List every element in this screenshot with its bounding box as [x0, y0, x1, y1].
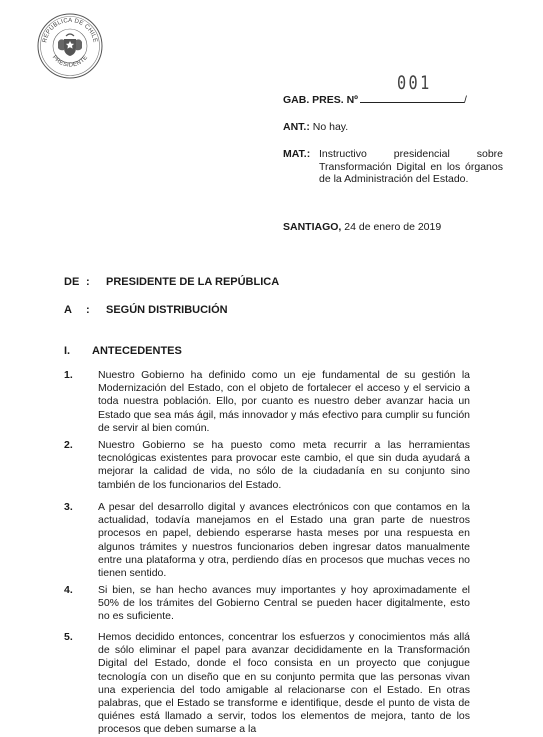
- a-value: SEGÚN DISTRIBUCIÓN: [106, 304, 228, 316]
- de-value: PRESIDENTE DE LA REPÚBLICA: [106, 276, 280, 288]
- paragraph-text: Nuestro Gobierno ha definido como un eje fundamental de su gestión la Modernización del Estado, con el objeto de fortalecer el acceso y el servicio a toda nuestra población. Ello, por cuanto es nuestro deber avanzar hacia un Estado que sea más ágil, más innovador y más efectivo para cumplir su función de servir al bien común.: [98, 369, 470, 434]
- de-colon: :: [86, 276, 90, 288]
- paragraph-1: [64, 369, 470, 435]
- gab-pres-label: GAB. PRES. Nº: [283, 94, 359, 106]
- ant-row: [283, 121, 348, 134]
- ant-value: No hay.: [312, 121, 349, 133]
- svg-text:PRESIDENTE: [51, 55, 89, 69]
- paragraph-text: Si bien, se han hecho avances muy importantes y hoy aproximadamente el 50% de los trámites del Gobierno Central se pueden hacer digitalmente, esto no es suficiente.: [98, 584, 470, 623]
- presidential-seal: [36, 12, 104, 80]
- paragraph-2: [64, 439, 470, 492]
- seal-text-bottom: PRESIDENTE: [50, 54, 90, 69]
- mat-label: MAT.:: [283, 148, 311, 160]
- gab-pres-row: [283, 93, 467, 107]
- addressee-to: [64, 304, 228, 316]
- ant-label: ANT.:: [283, 121, 310, 133]
- paragraph-text: Nuestro Gobierno se ha puesto como meta recurrir a las herramientas tecnológicas existentes para provocar este cambio, el que sin duda ayudará a mejorar la calidad de vida, no sólo de la ciudadanía en su conjunto sino también de los funcionarios del Estado.: [98, 439, 470, 491]
- mat-row: [283, 148, 503, 185]
- gab-pres-suffix: /: [464, 94, 467, 106]
- section-number: I.: [64, 345, 71, 357]
- section-heading: [64, 345, 182, 357]
- de-key: DE: [64, 276, 80, 288]
- date-value: 24 de enero de 2019: [341, 221, 442, 233]
- document-number: 001: [397, 72, 432, 94]
- paragraph-number: 2.: [64, 439, 73, 451]
- city-label: SANTIAGO,: [283, 221, 342, 233]
- seal-emblem-icon: [36, 12, 104, 80]
- paragraph-text: A pesar del desarrollo digital y avances electrónicos con que contamos en la actualidad, todavía manejamos en el Estado una gran parte de nuestros procesos en papel, debiendo esperarse hasta meses por una respuesta en algunos trámites y nuestros funcionarios deben ingresar datos manualmente entre una plataforma y otra, perdiendo días en procesos que muchas veces no tienen sentido.: [98, 501, 470, 580]
- seal-text-top: REPÚBLICA DE CHILE: [42, 17, 98, 44]
- paragraph-3: [64, 501, 470, 580]
- paragraph-number: 1.: [64, 369, 73, 381]
- a-key: A: [64, 304, 72, 316]
- section-title: ANTECEDENTES: [92, 345, 182, 357]
- paragraph-text: Hemos decidido entonces, concentrar los esfuerzos y conocimientos más allá de sólo eliminar el papel para avanzar decididamente en la Transformación Digital del Estado, donde el foco consista en un proyecto que conjugue tecnología con un diseño que en su conjunto permita que las personas vivan una experiencia del todo amigable al relacionarse con el Estado. En otras palabras, que el Estado se transforme e identifique, desde el punto de vista de quiénes está llamado a servir, todos los elementos de mejora, tanto de los procesos que deben sumarse a la: [98, 631, 470, 736]
- paragraph-5: [64, 631, 470, 737]
- addressee-from: [64, 276, 279, 288]
- date-row: [283, 221, 441, 234]
- paragraph-number: 4.: [64, 584, 73, 596]
- gab-pres-blank-line: [360, 93, 464, 103]
- mat-value: Instructivo presidencial sobre Transformación Digital en los órganos de la Administración del Estado.: [319, 148, 503, 185]
- paragraph-4: [64, 584, 470, 624]
- paragraph-number: 3.: [64, 501, 73, 513]
- paragraph-number: 5.: [64, 631, 73, 643]
- a-colon: :: [86, 304, 90, 316]
